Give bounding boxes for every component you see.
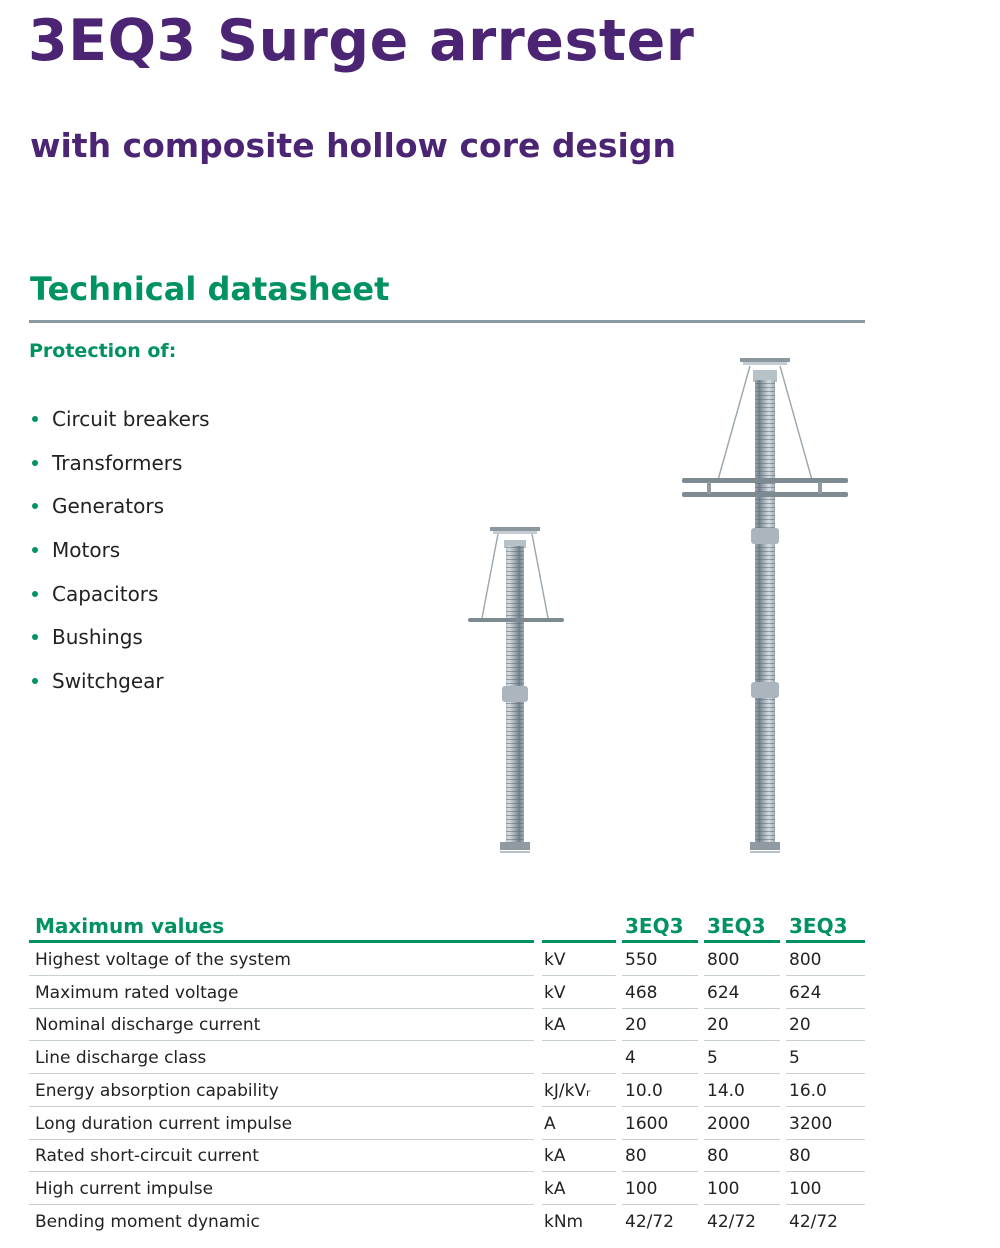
row-divider — [704, 1106, 780, 1107]
row-divider — [622, 1204, 698, 1205]
row-unit: kA — [544, 1015, 566, 1036]
row-value: 468 — [625, 982, 658, 1003]
header-rule — [542, 940, 616, 943]
table-header-label: Maximum values — [35, 914, 225, 938]
row-divider — [622, 1040, 698, 1041]
row-label: Bending moment dynamic — [35, 1211, 260, 1232]
row-label: Maximum rated voltage — [35, 982, 239, 1003]
row-divider — [29, 975, 534, 976]
section-divider — [29, 320, 865, 323]
row-value: 4 — [625, 1048, 636, 1069]
row-divider — [542, 1106, 616, 1107]
protection-list — [29, 397, 210, 703]
row-value: 42/72 — [625, 1211, 674, 1232]
list-item-label: Circuit breakers — [52, 406, 210, 431]
row-value: 80 — [789, 1146, 811, 1167]
row-value: 550 — [625, 950, 658, 970]
row-divider — [704, 1073, 780, 1074]
row-value: 3200 — [789, 1113, 833, 1134]
row-unit: kV — [544, 950, 566, 970]
list-item — [29, 659, 210, 703]
row-divider — [29, 1204, 534, 1205]
row-divider — [786, 1204, 865, 1205]
surge-arrester-image — [460, 350, 860, 860]
row-divider — [622, 1139, 698, 1140]
row-value: 42/72 — [789, 1211, 838, 1232]
arrester-small — [468, 527, 564, 852]
row-divider — [786, 1073, 865, 1074]
row-divider — [704, 1008, 780, 1009]
column-header: 3EQ3 — [707, 914, 766, 938]
row-value: 624 — [789, 982, 822, 1003]
row-divider — [542, 1073, 616, 1074]
list-item — [29, 615, 210, 659]
page-subtitle: with composite hollow core design — [30, 126, 676, 165]
arrester-large — [682, 358, 848, 852]
list-item-label: Bushings — [52, 625, 143, 650]
row-value: 100 — [625, 1178, 658, 1199]
row-divider — [542, 1139, 616, 1140]
row-label: Nominal discharge current — [35, 1015, 261, 1036]
row-divider — [29, 1106, 534, 1107]
row-unit: kV — [544, 982, 566, 1003]
row-value: 5 — [789, 1048, 800, 1069]
row-divider — [786, 975, 865, 976]
row-divider — [786, 1171, 865, 1172]
row-label: Line discharge class — [35, 1048, 207, 1069]
row-label: Rated short-circuit current — [35, 1146, 259, 1167]
header-rule — [704, 940, 780, 943]
row-value: 800 — [707, 950, 740, 970]
row-value: 80 — [625, 1146, 647, 1167]
list-item-label: Transformers — [52, 450, 183, 475]
row-divider — [542, 1008, 616, 1009]
row-divider — [704, 1139, 780, 1140]
row-divider — [622, 975, 698, 976]
header-rule — [786, 940, 865, 943]
row-divider — [786, 1106, 865, 1107]
row-divider — [704, 975, 780, 976]
row-unit: kA — [544, 1178, 566, 1199]
bullet-icon — [32, 416, 38, 422]
row-divider — [786, 1139, 865, 1140]
row-divider — [786, 1008, 865, 1009]
bullet-icon — [32, 591, 38, 597]
row-value: 100 — [707, 1178, 740, 1199]
row-divider — [29, 1171, 534, 1172]
section-title: Technical datasheet — [30, 270, 390, 308]
bullet-icon — [32, 678, 38, 684]
protection-heading: Protection of: — [29, 340, 177, 362]
row-value: 2000 — [707, 1113, 751, 1134]
row-divider — [704, 1171, 780, 1172]
page-title: 3EQ3 Surge arrester — [28, 8, 695, 74]
row-divider — [622, 1073, 698, 1074]
row-value: 1600 — [625, 1113, 669, 1134]
row-unit: kA — [544, 1146, 566, 1167]
row-value: 624 — [707, 982, 740, 1003]
row-divider — [29, 1040, 534, 1041]
row-unit: A — [544, 1113, 556, 1134]
row-value: 5 — [707, 1048, 718, 1069]
row-divider — [622, 1106, 698, 1107]
row-divider — [622, 1008, 698, 1009]
row-value: 20 — [625, 1015, 647, 1036]
row-divider — [622, 1171, 698, 1172]
column-header: 3EQ3 — [625, 914, 684, 938]
row-divider — [786, 1040, 865, 1041]
row-value: 20 — [707, 1015, 729, 1036]
row-divider — [542, 975, 616, 976]
bullet-icon — [32, 547, 38, 553]
row-value: 800 — [789, 950, 822, 970]
row-label: Highest voltage of the system — [35, 950, 291, 970]
row-value: 14.0 — [707, 1080, 745, 1101]
row-value: 10.0 — [625, 1080, 663, 1101]
list-item-label: Generators — [52, 494, 164, 519]
bullet-icon — [32, 503, 38, 509]
header-rule — [29, 940, 534, 943]
header-rule — [622, 940, 698, 943]
row-value: 80 — [707, 1146, 729, 1167]
row-value: 100 — [789, 1178, 822, 1199]
row-label: Energy absorption capability — [35, 1080, 279, 1101]
row-divider — [704, 1040, 780, 1041]
row-divider — [29, 1073, 534, 1074]
column-header: 3EQ3 — [789, 914, 848, 938]
row-divider — [29, 1008, 534, 1009]
row-unit: kNm — [544, 1211, 584, 1232]
list-item — [29, 484, 210, 528]
row-divider — [542, 1040, 616, 1041]
row-value: 20 — [789, 1015, 811, 1036]
bullet-icon — [32, 634, 38, 640]
list-item-label: Switchgear — [52, 668, 164, 693]
bullet-icon — [32, 460, 38, 466]
row-divider — [704, 1204, 780, 1205]
row-label: Long duration current impulse — [35, 1113, 293, 1134]
list-item — [29, 528, 210, 572]
list-item-label: Capacitors — [52, 581, 159, 606]
row-divider — [29, 1139, 534, 1140]
list-item — [29, 397, 210, 441]
row-value: 16.0 — [789, 1080, 827, 1101]
row-divider — [542, 1204, 616, 1205]
list-item — [29, 572, 210, 616]
list-item-label: Motors — [52, 537, 121, 562]
row-unit: kJ/kVᵣ — [544, 1080, 591, 1101]
list-item — [29, 441, 210, 485]
row-value: 42/72 — [707, 1211, 756, 1232]
row-divider — [542, 1171, 616, 1172]
row-label: High current impulse — [35, 1178, 214, 1199]
